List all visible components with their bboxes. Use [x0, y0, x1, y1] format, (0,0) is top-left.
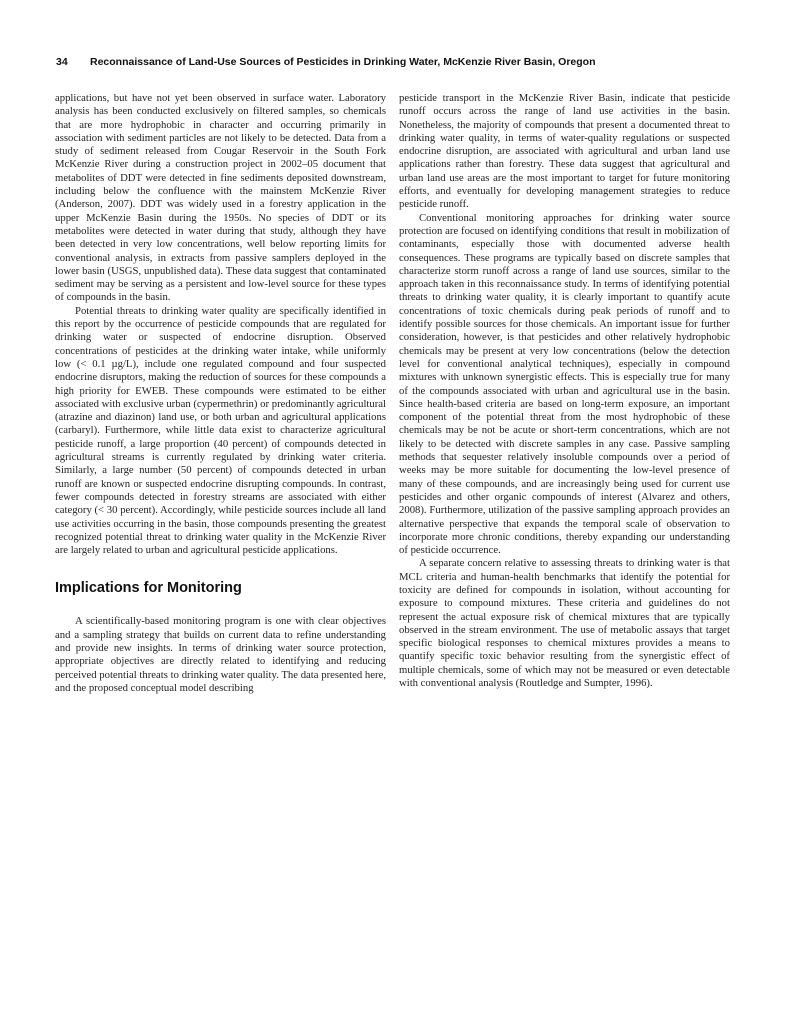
right-paragraph-1: pesticide transport in the McKenzie River Basin, indicate that pesticide runoff occurs across the range of land use activities in the basin. Nonetheless, the majority of compounds that present a documented threat to drinking water quality, in terms of water-quality regulations or suspected endocrine disruption, are associated with agricultural and urban land use applications rather than forestry. These data suggest that agricultural and urban land use areas are the most important to target for future monitoring efforts, and eventually for developing management strategies to reduce pesticide runoff. — [399, 92, 730, 211]
left-column — [55, 92, 386, 695]
right-column — [399, 92, 730, 690]
left-paragraph-1: applications, but have not yet been observed in surface water. Laboratory analysis has been conducted exclusively on filtered samples, so chemicals that are more hydrophobic in character and occurring primarily in association with sediment particles are not likely to be detected. Data from a study of sediment released from Cougar Reservoir in the South Fork McKenzie River during a construction project in 2002–05 document that metabolites of DDT were detected in fine sediments deposited downstream, including below the confluence with the mainstem McKenzie River (Anderson, 2007). DDT was widely used in a forestry application in the upper McKenzie Basin during the 1950s. No species of DDT or its metabolites were detected in water during that study, although they have been detected in very low concentrations, well below reporting limits for conventional analysis, in extracts from passive samplers deployed in the lower basin (USGS, unpublished data). These data suggest that contaminated sediment may be serving as a persistent and low-level source for these types of compounds in the basin. — [55, 92, 386, 304]
running-title: Reconnaissance of Land-Use Sources of Pesticides in Drinking Water, McKenzie River Basin, Oregon — [90, 56, 596, 68]
right-paragraph-3: A separate concern relative to assessing threats to drinking water is that MCL criteria and human-health benchmarks that identify the potential for toxicity are defined for compounds in isolation, without accounting for exposure to compound mixtures. These criteria and guidelines do not represent the actual exposure risk of chemical mixtures that are typically observed in the stream environment. The use of metabolic assays that target specific biological responses to chemical mixtures provides a means to quantify specific toxic behavior resulting from the synergistic effect of multiple chemicals, some of which may not be measured or even detectable with conventional analysis (Routledge and Sumpter, 1996). — [399, 557, 730, 690]
left-paragraph-2: Potential threats to drinking water quality are specifically identified in this report by the occurrence of pesticide compounds that are regulated for drinking water or suspected of endocrine disruption. Observed concentrations of pesticides at the drinking water intake, while uniformly low (< 0.1 µg/L), include one regulated compound and four suspected endocrine disruptors, making the reduction of sources for these compounds a high priority for EWEB. These compounds were estimated to be either associated with exclusive urban (cypermethrin) or predominantly agricultural (atrazine and diazinon) land use, or both urban and agricultural applications (carbaryl). Furthermore, while little data exist to characterize agricultural pesticide runoff, a large proportion (40 percent) of compounds detected in agricultural streams is currently regulated by drinking water criteria. Similarly, a large number (50 percent) of compounds detected in urban runoff are known or suspected endocrine disrupting compounds. In contrast, fewer compounds detected in forestry streams are associated with either category (< 30 percent). Accordingly, while pesticide sources include all land use activities occurring in the basin, those compounds presenting the greatest recognized potential threat to drinking water quality in the McKenzie River are largely related to urban and agricultural pesticide applications. — [55, 304, 386, 557]
running-header — [56, 56, 756, 68]
section-heading: Implications for Monitoring — [55, 580, 242, 597]
left-paragraph-3: A scientifically-based monitoring program is one with clear objectives and a sampling strategy that builds on current data to refine understanding and provide new insights. In terms of drinking water source protection, appropriate objectives are directly related to identifying and reducing perceived potential threats to drinking water quality. The data presented here, and the proposed conceptual model describing — [55, 615, 386, 694]
right-paragraph-2: Conventional monitoring approaches for drinking water source protection are focused on identifying conditions that result in mobilization of contaminants, especially those with documented adverse health consequences. These programs are typically based on discrete samples that characterize storm runoff across a range of land use sources, similar to the approach taken in this reconnaissance study. In terms of identifying potential threats to drinking water quality, it is clearly important to quantify acute concentrations of toxic chemicals during peak periods of runoff and to identify possible sources for those chemicals. An important issue for further consideration, however, is that pesticides and other relatively hydrophobic chemicals may be present at very low concentrations (below the detection level for conventional analytical techniques), especially in compound mixtures with unknown synergistic effects. This is especially true for many of the compounds associated with urban and agricultural use in the basin. Since health-based criteria are based on long-term exposure, an important component of the potential threat from the most hydrophobic of these chemicals may be not be acute or short-term concentrations, which are not likely to be detected with discrete samples in any case. Passive sampling methods that sequester relatively insoluble compounds over a period of weeks may be more suitable for documenting the low-level presence of many of these compounds, and are increasingly being used for current use pesticides and other organic compounds of interest (Alvarez and others, 2008). Furthermore, utilization of the passive sampling approach provides an alternative perspective that expands the temporal scale of observation to incorporate more chronic conditions, thereby expanding our understanding of pesticide occurrence. — [399, 211, 730, 557]
page-number: 34 — [56, 56, 68, 68]
